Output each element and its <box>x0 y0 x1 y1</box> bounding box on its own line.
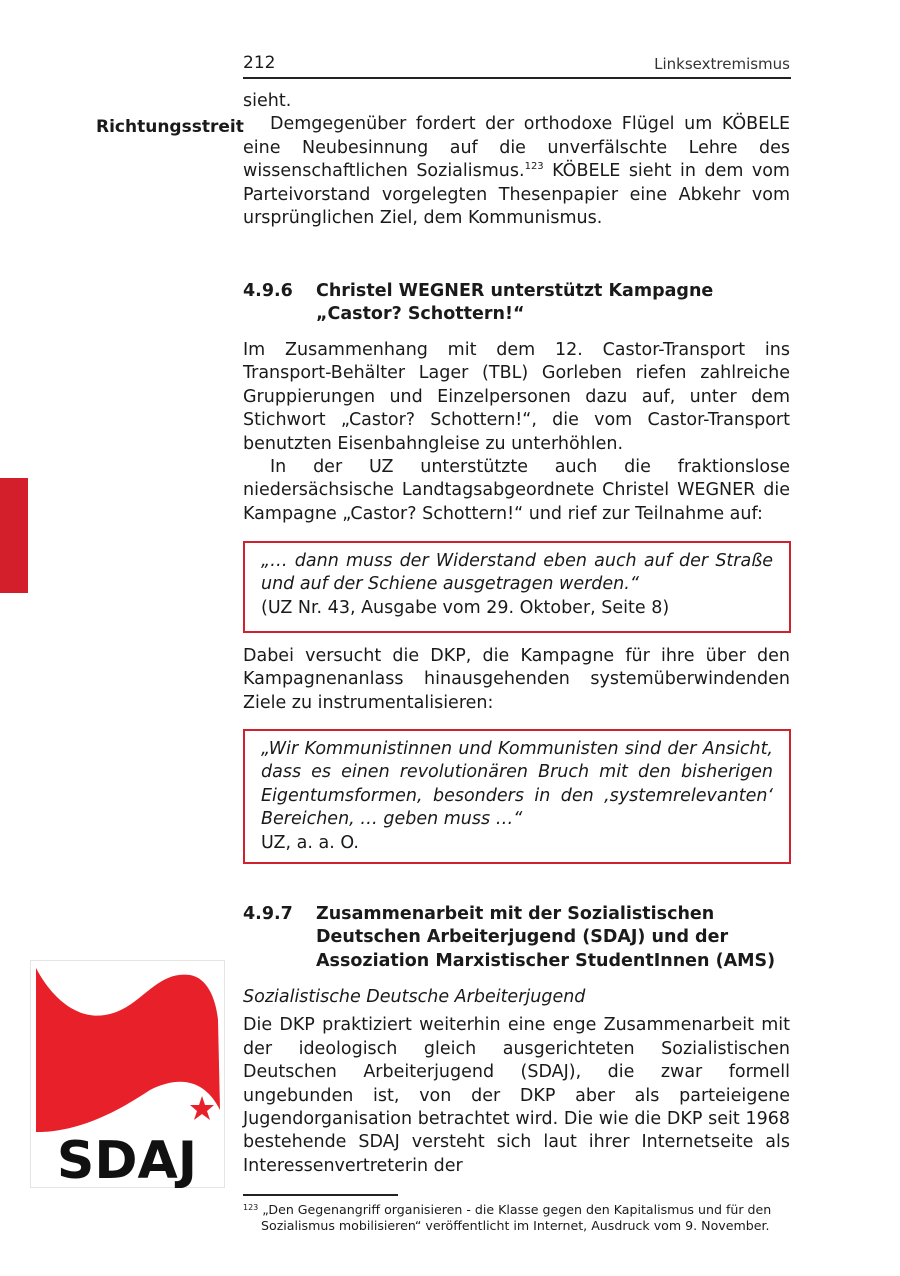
sdaj-logo-text: SDAJ <box>56 1131 198 1188</box>
quote-source: UZ, a. a. O. <box>261 832 359 853</box>
quote-box <box>243 541 791 633</box>
sdaj-flag-icon <box>30 960 225 1188</box>
header-rule <box>243 77 791 79</box>
section-number: 4.9.6 <box>243 281 293 301</box>
subheading: Sozialistische Deutsche Arbeiterjugend <box>243 987 586 1007</box>
quote-text: „Wir Kommunistinnen und Kommunisten sind der Ansicht, dass es einen revolutionären Bruch mit den bisherigen Eigentumsformen, besonders in den ‚systemrelevanten‘ Bereichen, … geben muss …“ <box>261 739 773 830</box>
paragraph: Die DKP praktiziert weiterhin eine enge Zusammenarbeit mit der ideologisch gleich ausgerichteten Sozialistischen Deutschen Arbeiterjugend (SDAJ), die zwar formell ungebunden ist, von der DKP aber als parteieigene Jugendorganisation betrachtet wird. Die wie die DKP seit 1968 bestehende SDAJ versteht sich laut ihrer Internetseite als Interessenvertreterin der <box>243 1015 790 1176</box>
section-title: Christel WEGNER unterstützt Kampagne „Castor? Schottern!“ <box>316 281 714 325</box>
quote-text: „… dann muss der Widerstand eben auch auf der Straße und auf der Schiene ausgetragen werden.“ <box>261 551 773 595</box>
paragraph: In der UZ unterstützte auch die fraktionslose niedersächsische Landtagsabgeordnete Christel WEGNER die Kampagne „Castor? Schottern!“ und rief zur Teilnahme auf: <box>243 457 790 524</box>
margin-note: Richtungsstreit <box>96 117 244 137</box>
footnote-ref[interactable]: 123 <box>524 161 544 173</box>
running-title: Linksextremismus <box>654 55 790 73</box>
paragraph: Im Zusammenhang mit dem 12. Castor-Transport ins Transport-Behälter Lager (TBL) Gorleben riefen zahlreiche Gruppierungen und Einzelpersonen dazu auf, unter dem Stichwort „Castor? Schottern!“, die vom Castor-Transport benutzten Eisenbahngleise zu unterhöhlen. <box>243 340 790 454</box>
footnote <box>243 1200 793 1234</box>
section-number: 4.9.7 <box>243 904 293 924</box>
section-heading-4-9-6 <box>243 280 790 327</box>
paragraph: Dabei versucht die DKP, die Kampagne für ihre über den Kampagnenanlass hinausgehenden systemüberwindenden Ziele zu instrumentalisieren: <box>243 646 790 713</box>
section-title: Zusammenarbeit mit der Sozialistischen Deutschen Arbeiterjugend (SDAJ) und der Assoziation Marxistischer StudentInnen (AMS) <box>316 904 776 971</box>
quote-box <box>243 729 791 864</box>
footnote-number: 123 <box>243 1203 259 1212</box>
page-number: 212 <box>243 53 276 73</box>
footnote-line-1: „Den Gegenangriff organisieren - die Klasse gegen den Kapitalismus und für den <box>262 1202 772 1217</box>
intro-text-b: KÖBELE sieht in dem vom Parteivorstand vorgelegten Thesenpapier eine Abkehr vom ursprünglichen Ziel, dem Kommunismus. <box>243 161 790 229</box>
sdaj-logo <box>30 960 225 1188</box>
section-4-9-6-body-2 <box>243 645 790 715</box>
intro-paragraph <box>243 113 790 230</box>
footnote-line-2: Sozialismus mobilisieren“ veröffentlicht im Internet, Ausdruck vom 9. November. <box>261 1218 770 1233</box>
section-4-9-7-body <box>243 986 790 1178</box>
chapter-thumb-tab <box>0 478 28 593</box>
section-4-9-6-body <box>243 339 790 526</box>
intro-text-a: Demgegenüber fordert der orthodoxe Flügel um KÖBELE eine Neubesinnung auf die unverfälschte Lehre des wissenschaftlichen Sozialismus. <box>243 114 790 182</box>
section-heading-4-9-7 <box>243 903 790 973</box>
quote-source: (UZ Nr. 43, Ausgabe vom 29. Oktober, Seite 8) <box>261 597 670 618</box>
continuation-text: sieht. <box>243 91 292 111</box>
footnote-rule <box>243 1194 398 1196</box>
intro-block <box>243 90 790 230</box>
